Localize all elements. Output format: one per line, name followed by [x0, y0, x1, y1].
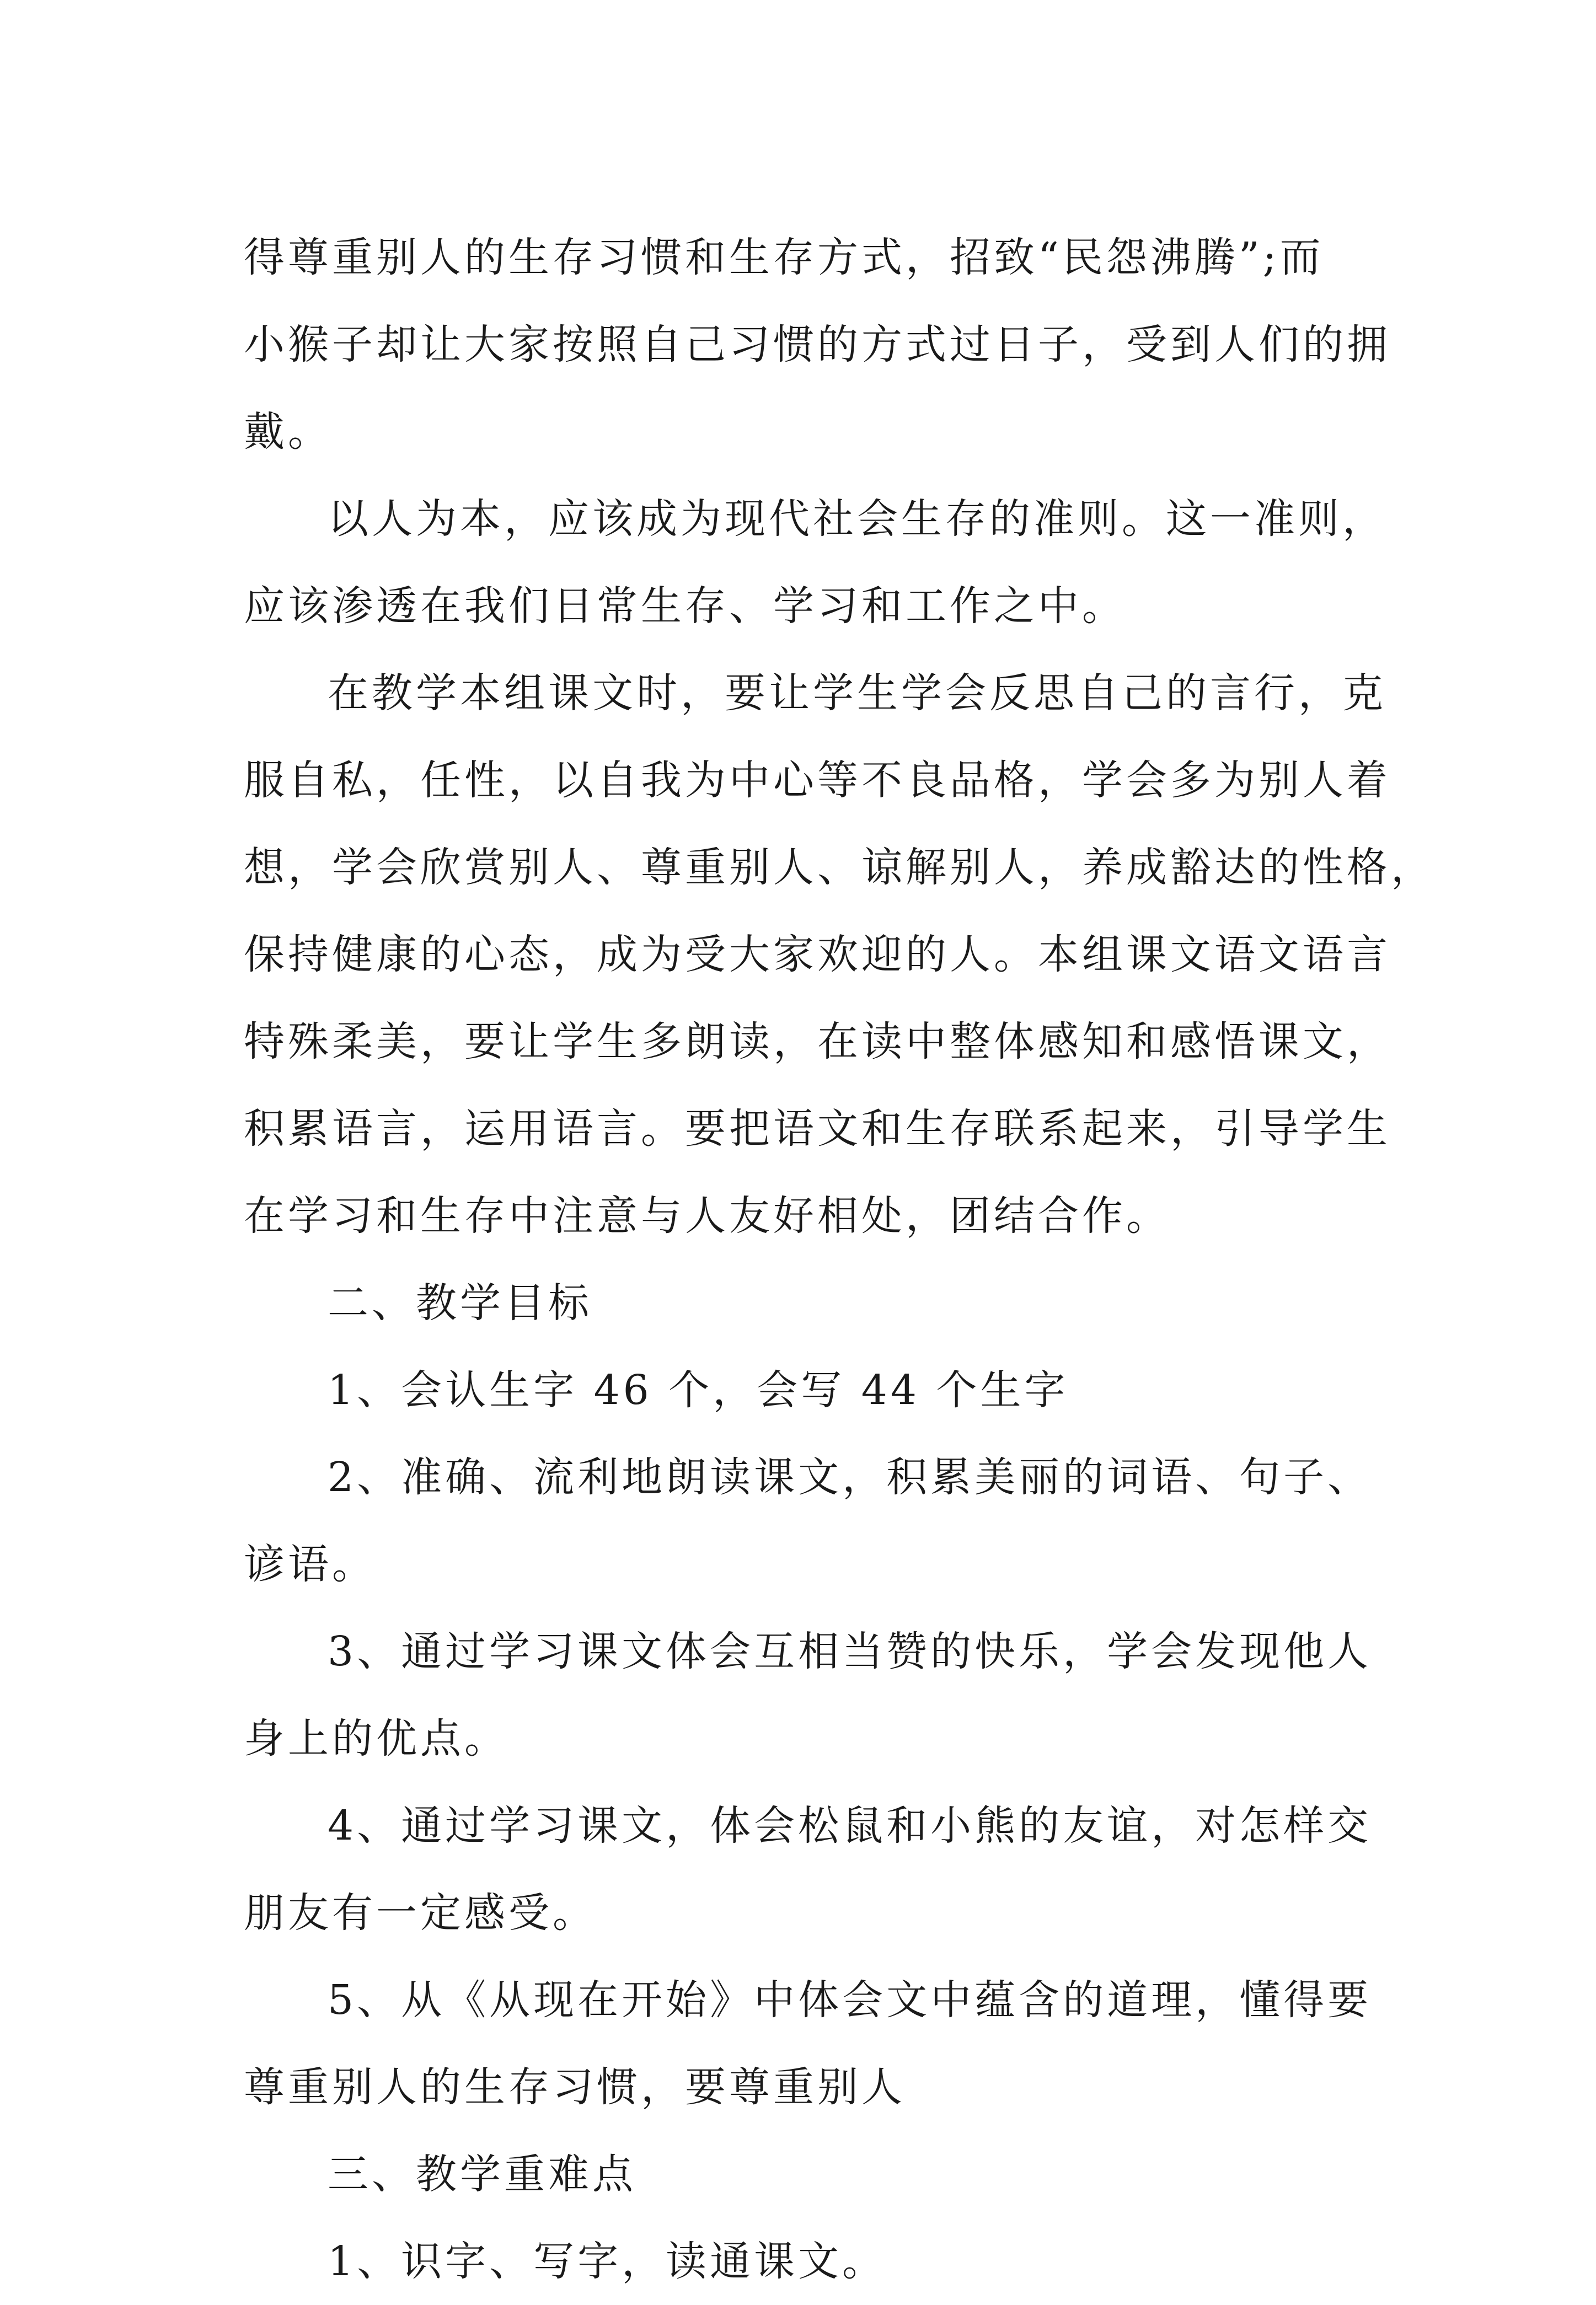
text-line: 服自私，任性，以自我为中心等不良品格，学会多为别人着 — [244, 757, 1391, 804]
section-heading: 二、教学目标 — [328, 1279, 592, 1327]
list-item: 2、准确、流利地朗读课文，积累美丽的词语、句子、 — [328, 1454, 1372, 1501]
text-line: 得尊重别人的生存习惯和生存方式，招致“民怨沸腾”;而 — [244, 234, 1324, 281]
text-line: 特殊柔美，要让学生多朗读，在读中整体感知和感悟课文， — [244, 1018, 1391, 1065]
document-body — [244, 214, 1435, 2305]
text-line: 应该渗透在我们日常生存、学习和工作之中。 — [244, 582, 1126, 630]
text-line: 保持健康的心态，成为受大家欢迎的人。本组课文语文语言 — [244, 931, 1391, 978]
list-item: 5、从《从现在开始》中体会文中蕴含的道理，懂得要 — [328, 1976, 1372, 2024]
section-heading: 三、教学重难点 — [328, 2151, 636, 2198]
text-line: 小猴子却让大家按照自己习惯的方式过日子，受到人们的拥 — [244, 321, 1391, 368]
list-item: 4、通过学习课文，体会松鼠和小熊的友谊，对怎样交 — [328, 1802, 1372, 1850]
text-line: 身上的优点。 — [244, 1715, 508, 1762]
text-line: 积累语言，运用语言。要把语文和生存联系起来，引导学生 — [244, 1105, 1391, 1152]
text-line: 想，学会欣赏别人、尊重别人、谅解别人，养成豁达的性格， — [244, 844, 1435, 891]
list-item: 1、识字、写字，读通课文。 — [328, 2238, 887, 2285]
text-line: 谚语。 — [244, 1541, 376, 1588]
list-item: 1、会认生字 46 个，会写 44 个生字 — [328, 1366, 1069, 1414]
text-line: 朋友有一定感受。 — [244, 1889, 597, 1937]
text-line: 尊重别人的生存习惯，要尊重别人 — [244, 2063, 906, 2111]
text-line: 戴。 — [244, 408, 332, 455]
text-line: 在教学本组课文时，要让学生学会反思自己的言行，克 — [328, 669, 1386, 717]
list-item: 3、通过学习课文体会互相当赞的快乐，学会发现他人 — [328, 1628, 1372, 1675]
text-line: 在学习和生存中注意与人友好相处，团结合作。 — [244, 1192, 1170, 1240]
text-line: 以人为本，应该成为现代社会生存的准则。这一准则， — [328, 495, 1386, 543]
